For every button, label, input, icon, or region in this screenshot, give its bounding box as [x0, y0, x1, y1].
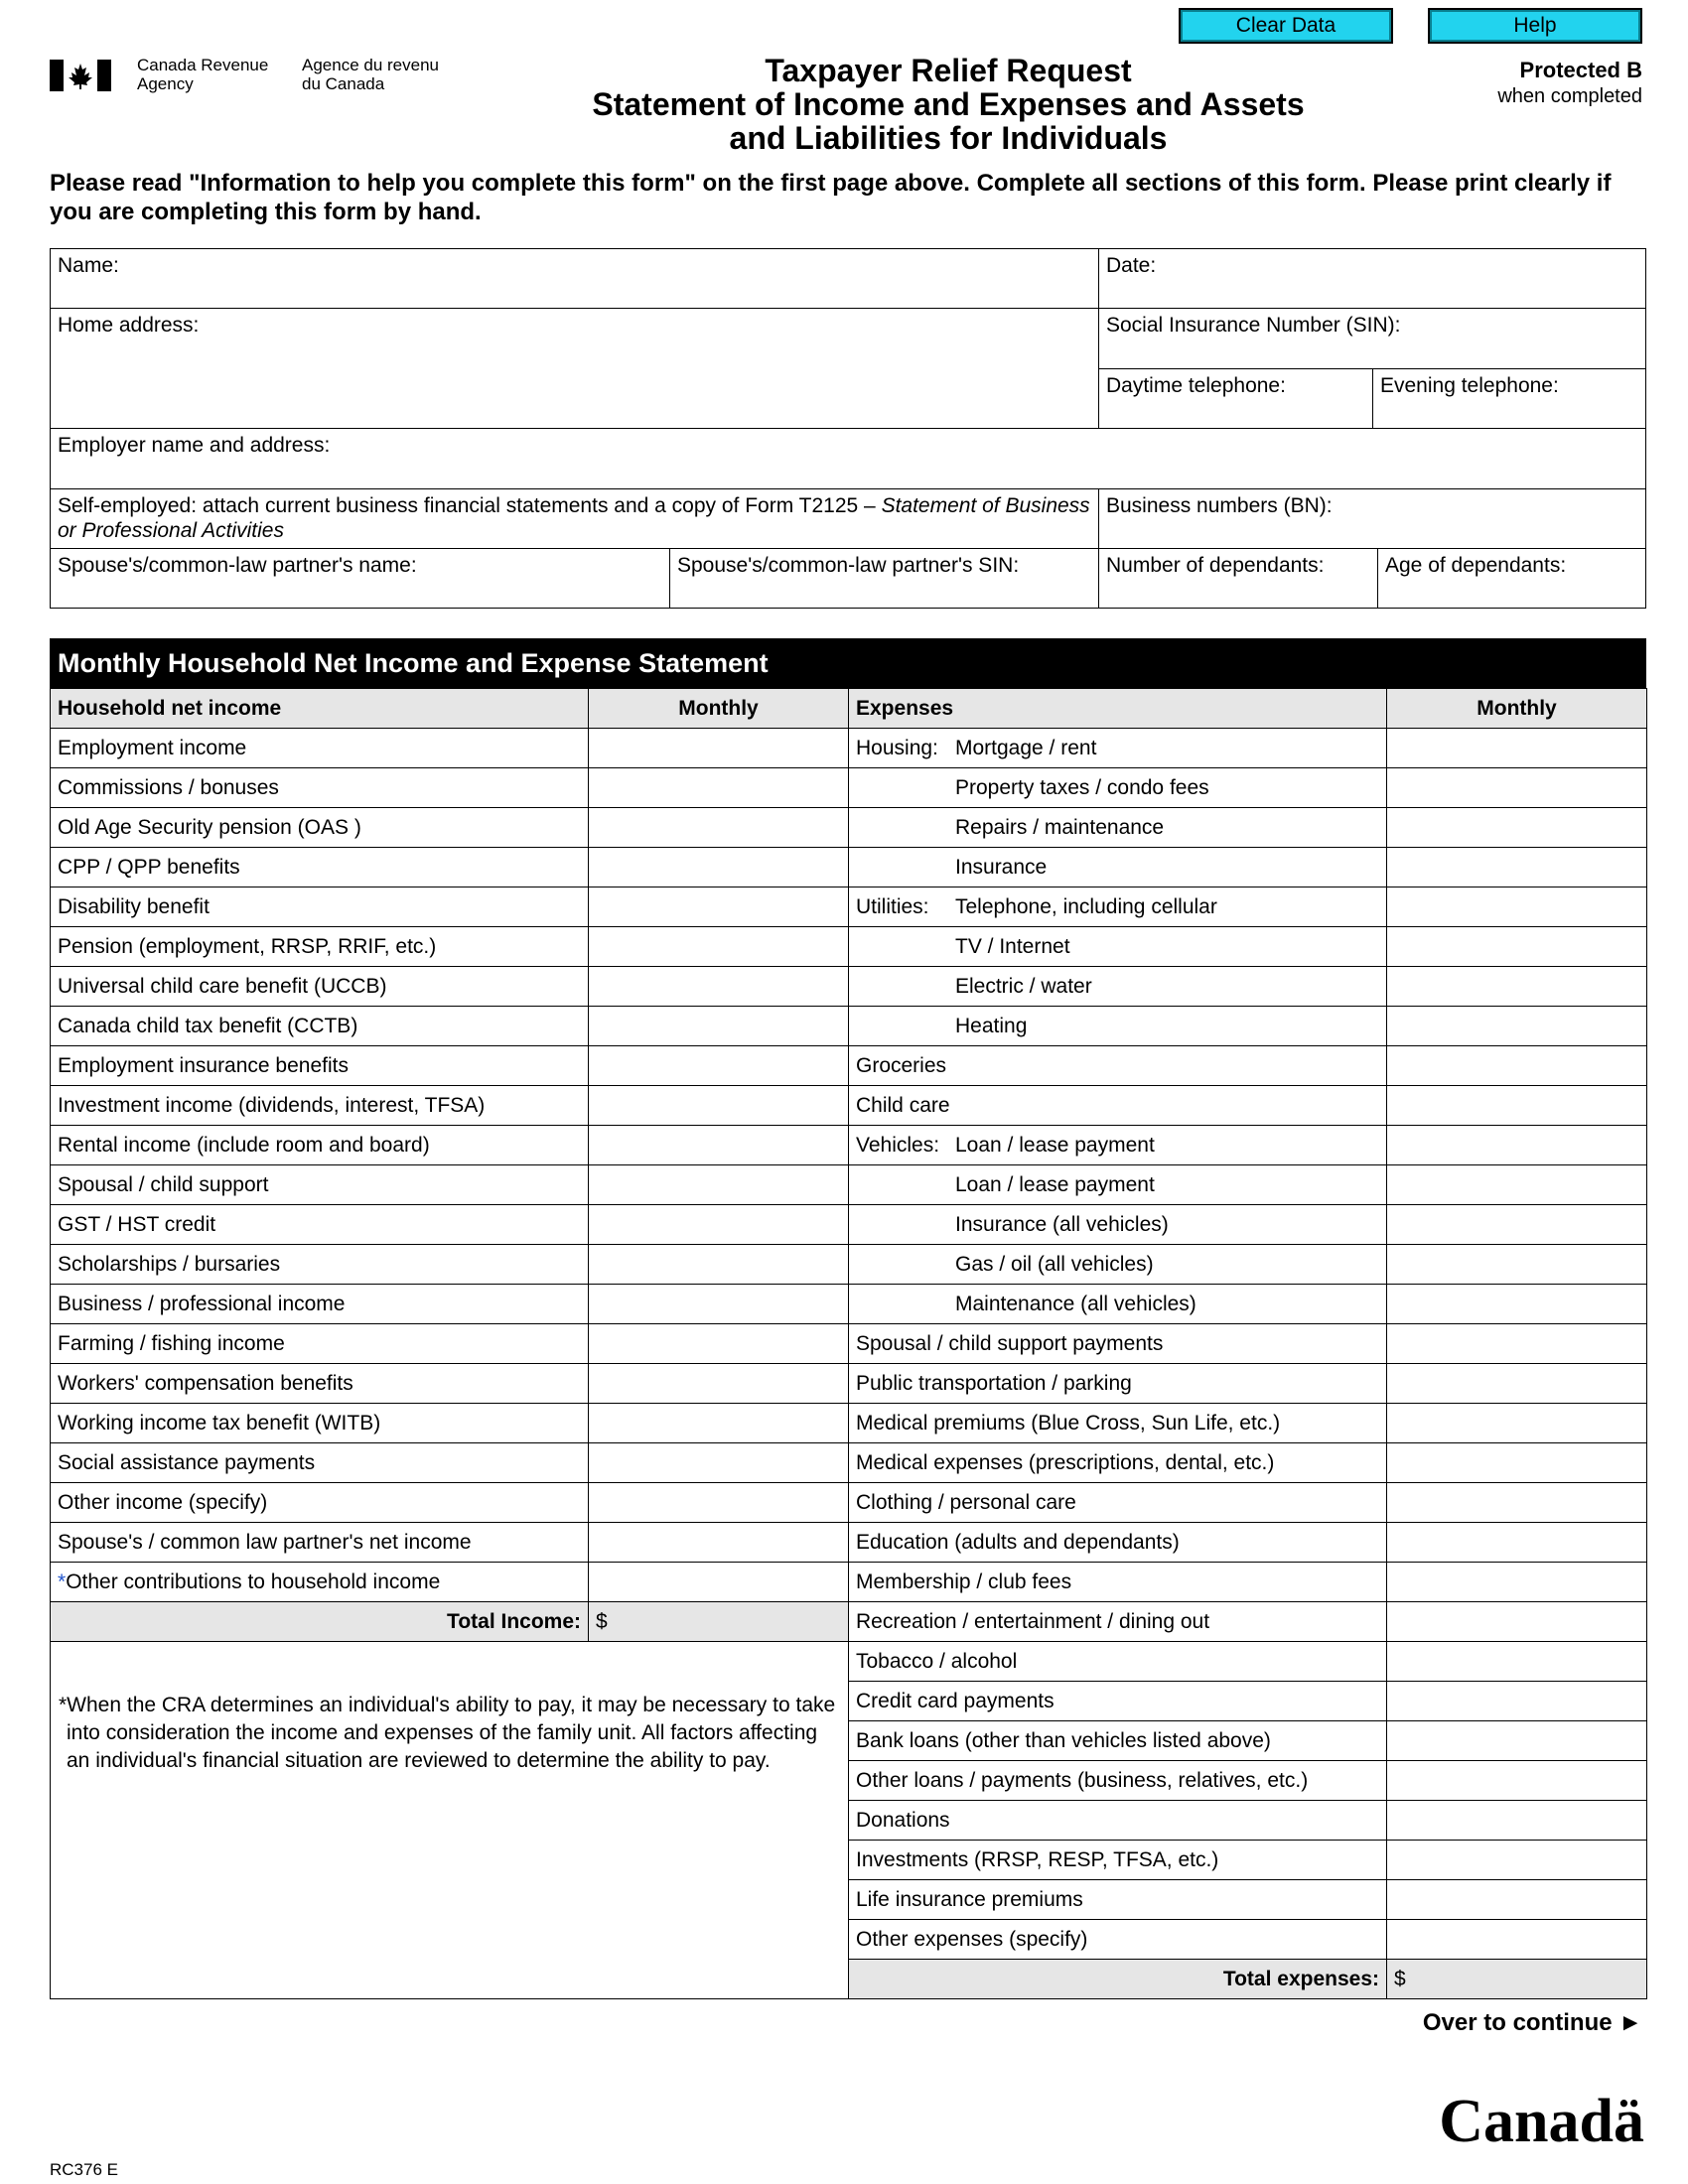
income-label: Workers' compensation benefits [51, 1364, 589, 1404]
form-title: Taxpayer Relief Request Statement of Income and Expenses and Assets and Liabilities for Individuals [592, 53, 1305, 156]
sin-field[interactable]: Social Insurance Number (SIN): [1098, 308, 1646, 369]
income-label: Scholarships / bursaries [51, 1245, 589, 1285]
statement-row [51, 1483, 1647, 1523]
income-amount-input[interactable] [589, 729, 849, 768]
statement-row [51, 1563, 1647, 1602]
statement-heading: Monthly Household Net Income and Expense Statement [50, 638, 1646, 688]
statement-row [51, 927, 1647, 967]
expense-label [849, 1324, 1387, 1364]
income-amount-input[interactable] [589, 1245, 849, 1285]
expense-item-label: Child care [856, 1093, 950, 1117]
expense-label [849, 1086, 1387, 1126]
expense-item-label: Maintenance (all vehicles) [955, 1292, 1196, 1315]
expense-item-label: Other expenses (specify) [856, 1927, 1088, 1951]
expense-item-label: Medical expenses (prescriptions, dental, etc.) [856, 1450, 1275, 1474]
expense-item-label: Donations [856, 1808, 950, 1832]
business-numbers-field[interactable]: Business numbers (BN): [1098, 488, 1646, 549]
expense-item-label: Other loans / payments (business, relatives, etc.) [856, 1768, 1309, 1792]
expense-label [849, 887, 1387, 927]
income-monthly-header: Monthly [589, 689, 849, 729]
expenses-monthly-header: Monthly [1387, 689, 1647, 729]
statement-row [51, 887, 1647, 927]
expense-label [849, 1602, 1387, 1642]
income-amount-input[interactable] [589, 1046, 849, 1086]
expense-label [849, 1563, 1387, 1602]
income-label: Rental income (include room and board) [51, 1126, 589, 1165]
statement-row [51, 1523, 1647, 1563]
expense-amount-input[interactable] [1387, 1721, 1647, 1761]
income-label: Disability benefit [51, 887, 589, 927]
expense-item-label: Loan / lease payment [955, 1133, 1155, 1157]
expense-amount-input[interactable] [1387, 967, 1647, 1007]
expense-amount-input[interactable] [1387, 1007, 1647, 1046]
expense-label [849, 1046, 1387, 1086]
expense-label [849, 1642, 1387, 1682]
income-amount-input[interactable] [589, 1165, 849, 1205]
form-code: RC376 E [50, 2160, 118, 2179]
expense-amount-input[interactable] [1387, 1364, 1647, 1404]
expense-label [849, 1007, 1387, 1046]
canada-wordmark: Canadä [1439, 2088, 1644, 2155]
statement-row [51, 967, 1647, 1007]
income-label: Working income tax benefit (WITB) [51, 1404, 589, 1443]
income-amount-input[interactable] [589, 1563, 849, 1602]
expense-amount-input[interactable] [1387, 1602, 1647, 1642]
expense-item-label: Membership / club fees [856, 1570, 1072, 1593]
statement-row [51, 768, 1647, 808]
expense-item-label: Public transportation / parking [856, 1371, 1132, 1395]
expense-item-label: Recreation / entertainment / dining out [856, 1609, 1210, 1633]
expense-item-label: Credit card payments [856, 1689, 1055, 1712]
statement-row [51, 1165, 1647, 1205]
expense-amount-input[interactable] [1387, 927, 1647, 967]
expense-label [849, 1880, 1387, 1920]
employer-field[interactable]: Employer name and address: [50, 428, 1646, 489]
expense-amount-input[interactable] [1387, 1126, 1647, 1165]
expense-label [849, 1721, 1387, 1761]
income-amount-input[interactable] [589, 1443, 849, 1483]
income-label: Business / professional income [51, 1285, 589, 1324]
expense-item-label: Clothing / personal care [856, 1490, 1076, 1514]
expense-item-label: Insurance [955, 855, 1048, 879]
income-amount-input[interactable] [589, 1126, 849, 1165]
expense-label [849, 729, 1387, 768]
self-employed-field[interactable]: Self-employed: attach current business financial statements and a copy of Form T2125 – Statement of Business or Professional Activities [50, 488, 1099, 549]
expense-label [849, 768, 1387, 808]
statement-row [51, 1404, 1647, 1443]
spouse-sin-field[interactable]: Spouse's/common-law partner's SIN: [669, 548, 1099, 609]
expense-amount-input[interactable] [1387, 1920, 1647, 1960]
income-label: Pension (employment, RRSP, RRIF, etc.) [51, 927, 589, 967]
expense-amount-input[interactable] [1387, 1205, 1647, 1245]
income-amount-input[interactable] [589, 1205, 849, 1245]
home-address-field[interactable]: Home address: [50, 308, 1099, 429]
agency-name-fr: Agence du revenu du Canada [302, 56, 439, 93]
date-field[interactable]: Date: [1098, 248, 1646, 309]
income-amount-input[interactable] [589, 768, 849, 808]
income-amount-input[interactable] [589, 1324, 849, 1364]
expense-item-label: TV / Internet [955, 934, 1070, 958]
expense-amount-input[interactable] [1387, 848, 1647, 887]
expense-amount-input[interactable] [1387, 1483, 1647, 1523]
expense-item-label: Investments (RRSP, RESP, TFSA, etc.) [856, 1847, 1219, 1871]
expense-label [849, 1801, 1387, 1841]
income-amount-input[interactable] [589, 967, 849, 1007]
expense-amount-input[interactable] [1387, 1046, 1647, 1086]
income-label: Employment insurance benefits [51, 1046, 589, 1086]
expense-label [849, 1443, 1387, 1483]
expense-label [849, 1404, 1387, 1443]
protected-b-label: Protected B when completed [1497, 58, 1642, 107]
expense-item-label: Property taxes / condo fees [955, 775, 1209, 799]
expenses-header: Expenses [849, 689, 1387, 729]
income-label: Commissions / bonuses [51, 768, 589, 808]
expense-item-label: Tobacco / alcohol [856, 1649, 1018, 1673]
footnote-marker: * [58, 1570, 67, 1593]
expense-label [849, 1920, 1387, 1960]
expense-label [849, 967, 1387, 1007]
statement-column-headers [51, 689, 1647, 729]
expense-label [849, 1682, 1387, 1721]
expense-amount-input[interactable] [1387, 1404, 1647, 1443]
expense-item-label: Life insurance premiums [856, 1887, 1083, 1911]
expense-item-label: Repairs / maintenance [955, 815, 1165, 839]
expense-amount-input[interactable] [1387, 1443, 1647, 1483]
help-button[interactable]: Help [1428, 8, 1642, 44]
statement-row [51, 1642, 1647, 1682]
age-of-dependants-field[interactable]: Age of dependants: [1377, 548, 1646, 609]
income-label: Employment income [51, 729, 589, 768]
statement-row [51, 729, 1647, 768]
statement-row [51, 1046, 1647, 1086]
income-label: Universal child care benefit (UCCB) [51, 967, 589, 1007]
income-label: Farming / fishing income [51, 1324, 589, 1364]
expense-label [849, 848, 1387, 887]
statement-row [51, 1443, 1647, 1483]
note-text: *When the CRA determines an individual's ability to pay, it may be necessary to take into consideration the income and expenses of the family unit. All factors affecting an individual's financial situation are reviewed to determine the ability to pay. [59, 1694, 836, 1772]
expense-amount-input[interactable] [1387, 1086, 1647, 1126]
expense-label [849, 1205, 1387, 1245]
expense-label [849, 808, 1387, 848]
expense-label [849, 1523, 1387, 1563]
statement-row [51, 1126, 1647, 1165]
income-amount-input[interactable] [589, 1404, 849, 1443]
income-amount-input[interactable] [589, 848, 849, 887]
total-income-label: Total Income: [51, 1602, 589, 1642]
name-field[interactable]: Name: [50, 248, 1099, 309]
expense-item-label: Medical premiums (Blue Cross, Sun Life, etc.) [856, 1411, 1281, 1434]
expense-item-label: Electric / water [955, 974, 1092, 998]
income-amount-input[interactable] [589, 808, 849, 848]
expense-amount-input[interactable] [1387, 1563, 1647, 1602]
income-label: Spousal / child support [51, 1165, 589, 1205]
expense-label [849, 1165, 1387, 1205]
statement-row [51, 1602, 1647, 1642]
income-amount-input[interactable] [589, 887, 849, 927]
income-amount-input[interactable] [589, 927, 849, 967]
expense-amount-input[interactable] [1387, 1165, 1647, 1205]
other-contributions-label: Other contributions to household income [66, 1570, 441, 1593]
intro-instructions: Please read "Information to help you complete this form" on the first page above. Complete all sections of this form. Please print clearly if you are completing this form by hand. [50, 170, 1612, 225]
total-expenses-label: Total expenses: [849, 1960, 1387, 1999]
expense-amount-input[interactable] [1387, 1801, 1647, 1841]
expense-item-label: Loan / lease payment [955, 1172, 1155, 1196]
statement-row [51, 1364, 1647, 1404]
expense-amount-input[interactable] [1387, 1642, 1647, 1682]
expense-label [849, 1841, 1387, 1880]
statement-row [51, 808, 1647, 848]
expense-item-label: Gas / oil (all vehicles) [955, 1252, 1154, 1276]
expense-label [849, 1245, 1387, 1285]
expense-amount-input[interactable] [1387, 1285, 1647, 1324]
statement-row [51, 1086, 1647, 1126]
expense-category: Vehicles: [856, 1133, 940, 1157]
expense-item-label: Insurance (all vehicles) [955, 1212, 1169, 1236]
expense-category: Housing: [856, 736, 938, 759]
expense-amount-input[interactable] [1387, 1880, 1647, 1920]
expense-amount-input[interactable] [1387, 887, 1647, 927]
income-label: Investment income (dividends, interest, TFSA) [51, 1086, 589, 1126]
expense-item-label: Heating [955, 1014, 1028, 1037]
total-income-amount[interactable]: $ [589, 1602, 849, 1642]
expense-amount-input[interactable] [1387, 1761, 1647, 1801]
expense-item-label: Mortgage / rent [955, 736, 1097, 759]
income-label: Old Age Security pension (OAS ) [51, 808, 589, 848]
statement-row [51, 848, 1647, 887]
expense-label [849, 1285, 1387, 1324]
income-amount-input[interactable] [589, 1007, 849, 1046]
household-income-note [51, 1642, 849, 1999]
income-label: GST / HST credit [51, 1205, 589, 1245]
expense-amount-input[interactable] [1387, 1841, 1647, 1880]
income-label: Spouse's / common law partner's net income [51, 1523, 589, 1563]
expense-amount-input[interactable] [1387, 768, 1647, 808]
expense-label [849, 1126, 1387, 1165]
expense-amount-input[interactable] [1387, 729, 1647, 768]
expense-label [849, 1364, 1387, 1404]
statement-row [51, 1285, 1647, 1324]
income-label [51, 1563, 589, 1602]
expense-item-label: Groceries [856, 1053, 947, 1077]
income-label: Canada child tax benefit (CCTB) [51, 1007, 589, 1046]
income-amount-input[interactable] [589, 1483, 849, 1523]
statement-row [51, 1324, 1647, 1364]
expense-category: Utilities: [856, 894, 929, 918]
expense-amount-input[interactable] [1387, 1523, 1647, 1563]
expense-label [849, 927, 1387, 967]
total-expenses-amount[interactable]: $ [1387, 1960, 1647, 1999]
expense-item-label: Telephone, including cellular [955, 894, 1217, 918]
income-amount-input[interactable] [589, 1364, 849, 1404]
income-label: CPP / QPP benefits [51, 848, 589, 887]
income-amount-input[interactable] [589, 1523, 849, 1563]
over-to-continue: Over to continue ► [1422, 2009, 1642, 2036]
spouse-name-field[interactable]: Spouse's/common-law partner's name: [50, 548, 670, 609]
income-amount-input[interactable] [589, 1285, 849, 1324]
expense-amount-input[interactable] [1387, 1245, 1647, 1285]
evening-phone-field[interactable]: Evening telephone: [1372, 368, 1646, 429]
expense-label [849, 1483, 1387, 1523]
statement-row [51, 1205, 1647, 1245]
statement-row [51, 1245, 1647, 1285]
expense-amount-input[interactable] [1387, 808, 1647, 848]
expense-amount-input[interactable] [1387, 1682, 1647, 1721]
statement-row [51, 1007, 1647, 1046]
agency-name-en: Canada Revenue Agency [137, 56, 269, 93]
income-amount-input[interactable] [589, 1086, 849, 1126]
expense-item-label: Spousal / child support payments [856, 1331, 1164, 1355]
expense-item-label: Bank loans (other than vehicles listed above) [856, 1728, 1271, 1752]
income-label: Social assistance payments [51, 1443, 589, 1483]
expense-amount-input[interactable] [1387, 1324, 1647, 1364]
clear-data-button[interactable]: Clear Data [1179, 8, 1393, 44]
daytime-phone-field[interactable]: Daytime telephone: [1098, 368, 1373, 429]
income-label: Other income (specify) [51, 1483, 589, 1523]
income-header: Household net income [51, 689, 589, 729]
expense-label [849, 1761, 1387, 1801]
monthly-statement [50, 638, 1646, 1999]
number-of-dependants-field[interactable]: Number of dependants: [1098, 548, 1378, 609]
expense-item-label: Education (adults and dependants) [856, 1530, 1180, 1554]
